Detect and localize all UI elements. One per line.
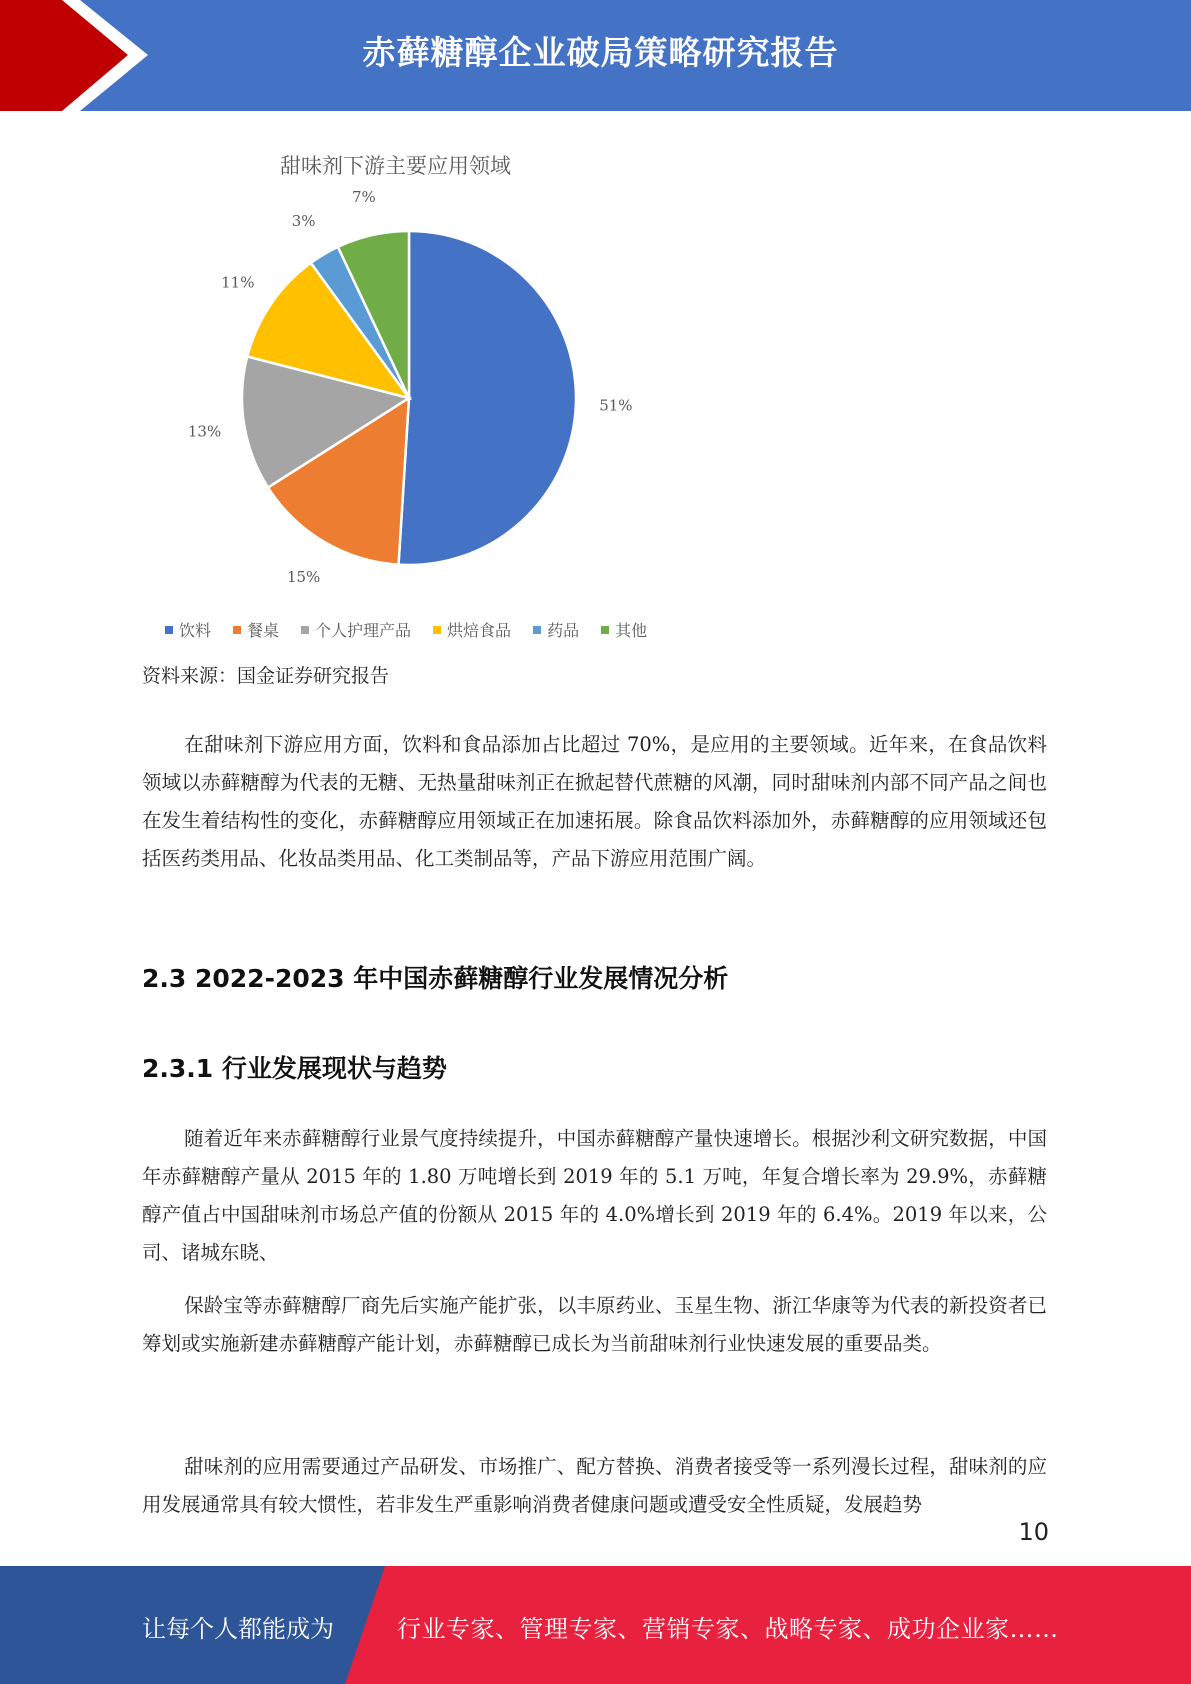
legend-swatch bbox=[601, 626, 609, 634]
legend-label: 药品 bbox=[547, 621, 580, 640]
legend-label: 烘焙食品 bbox=[447, 621, 512, 640]
legend-item bbox=[433, 618, 511, 641]
paragraph-text: 随着近年来赤藓糖醇行业景气度持续提升，中国赤藓糖醇产量快速增长。根据沙利文研究数据，中国年赤藓糖醇产量从 2015 年的 1.80 万吨增长到 2019 年的 5.1 万吨，年复合增长率为 29.9%，赤藓糖醇产值占中国甜味剂市场总产值的份额从 2015 年的 4.0%增长到 2019 年的 6.4%。2019 年以来，公司、诸城东晓、 bbox=[142, 1127, 1047, 1264]
body-paragraph bbox=[142, 1287, 1047, 1363]
footer-slogan-left: 让每个人都能成为 bbox=[142, 1615, 334, 1643]
section-heading: 2.3 2022-2023 年中国赤藓糖醇行业发展情况分析 bbox=[142, 964, 729, 993]
chart-legend bbox=[165, 618, 647, 641]
paragraph-text: 在甜味剂下游应用方面，饮料和食品添加占比超过 70%，是应用的主要领域。近年来，在食品饮料领域以赤藓糖醇为代表的无糖、无热量甜味剂正在掀起替代蔗糖的风潮，同时甜味剂内部不同产品之间也在发生着结构性的变化，赤藓糖醇应用领域正在加速拓展。除食品饮料添加外，赤藓糖醇的应用领域还包括医药类用品、化妆品类用品、化工类制品等，产品下游应用范围广阔。 bbox=[142, 733, 1047, 870]
page-footer bbox=[0, 1566, 1191, 1684]
body-paragraph bbox=[142, 1448, 1047, 1524]
legend-item bbox=[165, 618, 211, 641]
legend-swatch bbox=[301, 626, 309, 634]
pie-data-label: 7% bbox=[351, 187, 376, 206]
subsection-heading: 2.3.1 行业发展现状与趋势 bbox=[142, 1054, 447, 1083]
legend-item bbox=[233, 618, 279, 641]
legend-label: 其他 bbox=[615, 621, 648, 640]
chart-title: 甜味剂下游主要应用领域 bbox=[280, 154, 511, 178]
legend-item bbox=[533, 618, 579, 641]
footer-slogan-right: 行业专家、管理专家、营销专家、战略专家、成功企业家…… bbox=[397, 1615, 1059, 1643]
pie-chart bbox=[0, 0, 1191, 620]
pie-data-label: 51% bbox=[599, 396, 633, 415]
legend-swatch bbox=[165, 626, 173, 634]
legend-swatch bbox=[433, 626, 441, 634]
source-note: 资料来源：国金证券研究报告 bbox=[142, 665, 390, 687]
legend-label: 饮料 bbox=[179, 621, 212, 640]
page-number: 10 bbox=[1018, 1518, 1049, 1546]
body-paragraph bbox=[142, 1120, 1047, 1272]
pie-data-label: 11% bbox=[221, 273, 255, 292]
pie-data-label: 15% bbox=[286, 568, 321, 587]
pie-data-label: 3% bbox=[291, 211, 316, 230]
body-paragraph bbox=[142, 726, 1047, 878]
pie-data-label: 13% bbox=[187, 422, 222, 441]
legend-label: 餐桌 bbox=[247, 621, 280, 640]
legend-item bbox=[301, 618, 411, 641]
legend-label: 个人护理产品 bbox=[315, 621, 412, 640]
pie-slice-1 bbox=[399, 231, 576, 565]
paragraph-text: 保龄宝等赤藓糖醇厂商先后实施产能扩张，以丰原药业、玉星生物、浙江华康等为代表的新投资者已筹划或实施新建赤藓糖醇产能计划，赤藓糖醇已成长为当前甜味剂行业快速发展的重要品类。 bbox=[142, 1294, 1047, 1355]
legend-swatch bbox=[233, 626, 241, 634]
document-title: 赤藓糖醇企业破局策略研究报告 bbox=[362, 33, 839, 72]
legend-item bbox=[601, 618, 647, 641]
paragraph-text: 甜味剂的应用需要通过产品研发、市场推广、配方替换、消费者接受等一系列漫长过程，甜味剂的应用发展通常具有较大惯性，若非发生严重影响消费者健康问题或遭受安全性质疑，发展趋势 bbox=[142, 1455, 1047, 1516]
legend-swatch bbox=[533, 626, 541, 634]
